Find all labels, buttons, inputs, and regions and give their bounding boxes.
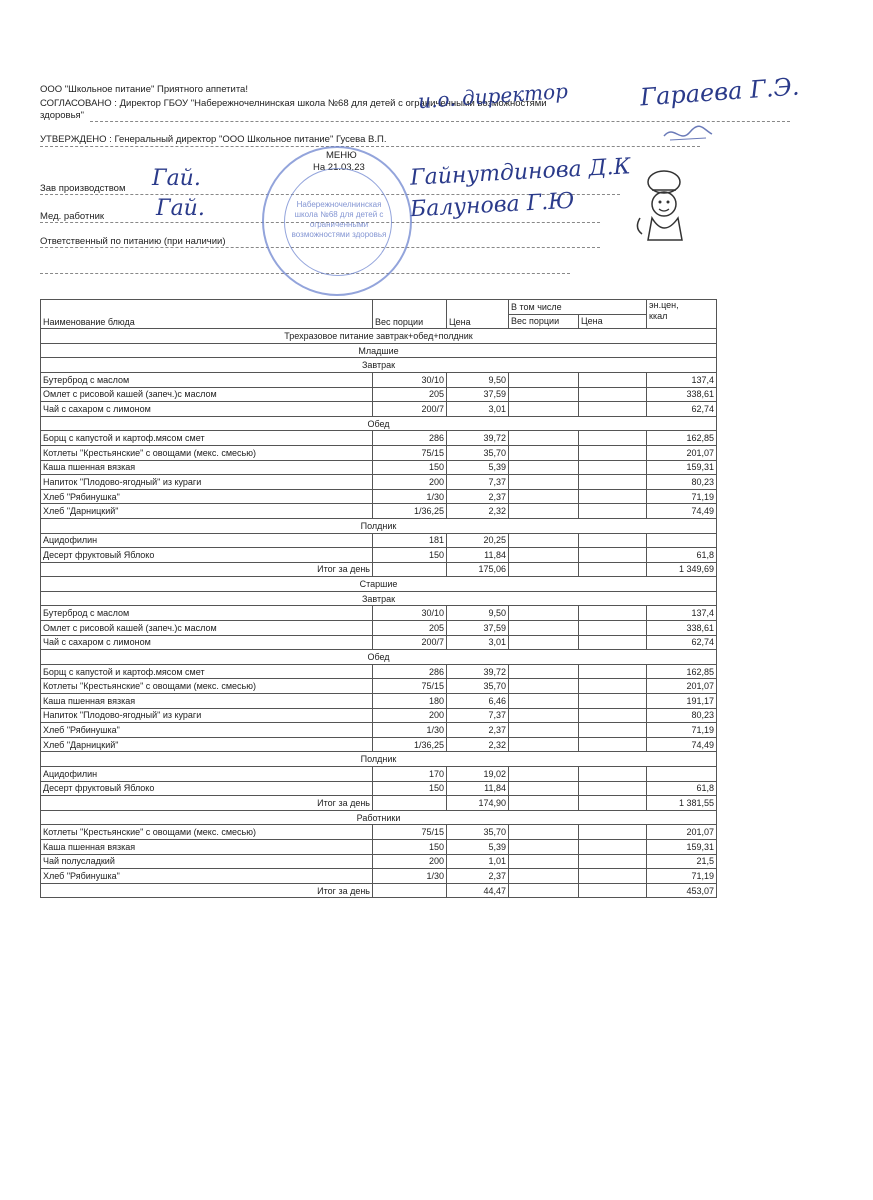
dish-energy: 61,8 (647, 548, 717, 563)
total-label: Итог за день (41, 883, 373, 898)
dish-sub-weight (509, 548, 579, 563)
dish-name: Хлеб "Рябинушка" (41, 489, 373, 504)
meal-title: Завтрак (41, 358, 717, 373)
dish-price: 7,37 (447, 475, 509, 490)
chef-logo-icon (628, 168, 698, 248)
dish-name: Котлеты "Крестьянские" с овощами (мекс. смесью) (41, 445, 373, 460)
dish-sub-weight (509, 839, 579, 854)
header-portion-weight: Вес порции (373, 300, 447, 329)
medical-worker-label: Мед. работник (40, 211, 105, 222)
total-sub-price (579, 796, 647, 811)
dish-energy: 74,49 (647, 504, 717, 519)
total-sub-price (579, 883, 647, 898)
meal-row (41, 518, 717, 533)
dish-sub-price (579, 548, 647, 563)
menu-table (40, 299, 717, 898)
dish-price: 37,59 (447, 387, 509, 402)
total-sub-weight (509, 796, 579, 811)
table-row (41, 504, 717, 519)
dish-sub-weight (509, 708, 579, 723)
approved-signature (660, 122, 716, 146)
dish-weight: 1/30 (373, 723, 447, 738)
dish-weight: 170 (373, 767, 447, 782)
header-sub-price: Цена (579, 314, 647, 329)
table-row (41, 445, 717, 460)
dish-energy: 62,74 (647, 402, 717, 417)
table-row (41, 694, 717, 709)
dish-weight: 75/15 (373, 825, 447, 840)
dish-weight: 180 (373, 694, 447, 709)
dish-price: 3,01 (447, 635, 509, 650)
total-price: 175,06 (447, 562, 509, 577)
header-energy-line-1: эн.цен, (649, 300, 679, 310)
dish-sub-weight (509, 606, 579, 621)
header-price: Цена (447, 300, 509, 329)
menu-title: МЕНЮ (326, 150, 357, 161)
dish-weight: 200 (373, 854, 447, 869)
dish-price: 39,72 (447, 431, 509, 446)
dish-energy: 62,74 (647, 635, 717, 650)
table-row (41, 431, 717, 446)
dish-name: Десерт фруктовый Яблоко (41, 781, 373, 796)
total-energy: 453,07 (647, 883, 717, 898)
dish-sub-price (579, 679, 647, 694)
dish-weight: 150 (373, 548, 447, 563)
dish-energy: 338,61 (647, 387, 717, 402)
dish-weight: 150 (373, 781, 447, 796)
total-energy: 1 381,55 (647, 796, 717, 811)
dish-price: 5,39 (447, 460, 509, 475)
dish-sub-price (579, 402, 647, 417)
dish-name: Хлеб "Дарницкий" (41, 504, 373, 519)
dish-energy: 162,85 (647, 664, 717, 679)
dish-sub-weight (509, 825, 579, 840)
meal-row (41, 416, 717, 431)
dish-sub-price (579, 445, 647, 460)
school-stamp-text: Набережночелнинская школа №68 для детей с ограниченными возможностями здоровья (291, 200, 387, 239)
dish-name: Хлеб "Дарницкий" (41, 737, 373, 752)
meal-row (41, 650, 717, 665)
dish-sub-price (579, 708, 647, 723)
total-weight (373, 562, 447, 577)
dish-weight: 200 (373, 708, 447, 723)
dish-sub-price (579, 460, 647, 475)
dish-price: 1,01 (447, 854, 509, 869)
dish-name: Борщ с капустой и картоф.мясом смет (41, 431, 373, 446)
dish-sub-weight (509, 372, 579, 387)
total-sub-weight (509, 883, 579, 898)
dish-energy: 201,07 (647, 445, 717, 460)
header-energy (647, 300, 717, 329)
dish-price: 2,37 (447, 869, 509, 884)
dish-name: Омлет с рисовой кашей (запеч.)с маслом (41, 387, 373, 402)
dish-price: 35,70 (447, 679, 509, 694)
dish-sub-weight (509, 445, 579, 460)
table-row (41, 402, 717, 417)
header-dish-name: Наименование блюда (41, 300, 373, 329)
dish-name: Напиток "Плодово-ягодный" из кураги (41, 708, 373, 723)
dish-sub-weight (509, 533, 579, 548)
dish-sub-weight (509, 781, 579, 796)
dish-name: Каша пшенная вязкая (41, 694, 373, 709)
dish-weight: 1/36,25 (373, 504, 447, 519)
table-row (41, 708, 717, 723)
dish-sub-price (579, 781, 647, 796)
group-title: Старшие (41, 577, 717, 592)
group-row (41, 343, 717, 358)
dish-name: Чай с сахаром с лимоном (41, 402, 373, 417)
table-row (41, 825, 717, 840)
agreed-line-1: СОГЛАСОВАНО : Директор ГБОУ "Набережночелнинская школа №68 для детей с ограниченными возможностями (40, 98, 547, 109)
table-row (41, 606, 717, 621)
dish-sub-weight (509, 431, 579, 446)
dish-sub-weight (509, 387, 579, 402)
dish-weight: 75/15 (373, 679, 447, 694)
dish-energy (647, 767, 717, 782)
dish-energy (647, 533, 717, 548)
total-label: Итог за день (41, 796, 373, 811)
nutrition-responsible-label: Ответственный по питанию (при наличии) (40, 236, 226, 247)
dish-price: 19,02 (447, 767, 509, 782)
dish-sub-weight (509, 635, 579, 650)
handwritten-medical-name: Балунова Г.Ю (409, 188, 576, 223)
dish-name: Котлеты "Крестьянские" с овощами (мекс. смесью) (41, 825, 373, 840)
dish-energy: 71,19 (647, 489, 717, 504)
dish-energy: 71,19 (647, 869, 717, 884)
meal-title: Завтрак (41, 591, 717, 606)
dish-energy: 74,49 (647, 737, 717, 752)
plan-row (41, 329, 717, 344)
dish-sub-price (579, 504, 647, 519)
dish-sub-price (579, 839, 647, 854)
dish-price: 9,50 (447, 372, 509, 387)
table-row (41, 679, 717, 694)
dish-sub-price (579, 372, 647, 387)
dish-sub-price (579, 723, 647, 738)
dish-weight: 75/15 (373, 445, 447, 460)
table-row (41, 548, 717, 563)
dish-energy: 137,4 (647, 372, 717, 387)
dish-weight: 200 (373, 475, 447, 490)
dish-name: Ацидофилин (41, 533, 373, 548)
dish-sub-price (579, 635, 647, 650)
dish-price: 2,37 (447, 723, 509, 738)
dish-sub-price (579, 606, 647, 621)
dish-weight: 150 (373, 839, 447, 854)
table-row (41, 621, 717, 636)
dish-sub-weight (509, 694, 579, 709)
table-row (41, 869, 717, 884)
dish-sub-price (579, 431, 647, 446)
dish-weight: 205 (373, 387, 447, 402)
dish-energy: 201,07 (647, 825, 717, 840)
dish-price: 11,84 (447, 781, 509, 796)
table-row (41, 372, 717, 387)
dish-name: Чай с сахаром с лимоном (41, 635, 373, 650)
total-sub-weight (509, 562, 579, 577)
dish-sub-weight (509, 679, 579, 694)
table-row (41, 737, 717, 752)
dish-name: Десерт фруктовый Яблоко (41, 548, 373, 563)
table-row (41, 533, 717, 548)
dish-energy: 162,85 (647, 431, 717, 446)
dish-weight: 1/30 (373, 489, 447, 504)
total-weight (373, 796, 447, 811)
dish-name: Омлет с рисовой кашей (запеч.)с маслом (41, 621, 373, 636)
dish-sub-price (579, 869, 647, 884)
dish-weight: 200/7 (373, 402, 447, 417)
dish-sub-price (579, 533, 647, 548)
total-price: 44,47 (447, 883, 509, 898)
dish-sub-weight (509, 475, 579, 490)
head-of-production-label: Зав производством (40, 183, 126, 194)
dish-sub-price (579, 475, 647, 490)
dish-price: 9,50 (447, 606, 509, 621)
dish-sub-price (579, 387, 647, 402)
group-title: Работники (41, 810, 717, 825)
dish-name: Борщ с капустой и картоф.мясом смет (41, 664, 373, 679)
dish-price: 3,01 (447, 402, 509, 417)
dish-price: 20,25 (447, 533, 509, 548)
table-row (41, 664, 717, 679)
dish-sub-weight (509, 621, 579, 636)
dish-price: 2,32 (447, 504, 509, 519)
dish-energy: 80,23 (647, 708, 717, 723)
handwritten-production-sign-2: Гай. (156, 196, 205, 221)
dish-energy: 80,23 (647, 475, 717, 490)
dish-price: 35,70 (447, 445, 509, 460)
meal-title: Полдник (41, 752, 717, 767)
dish-price: 2,32 (447, 737, 509, 752)
handwritten-director-note: и.о. директор (417, 78, 569, 114)
plan-title: Трехразовое питание завтрак+обед+полдник (41, 329, 717, 344)
dish-energy: 159,31 (647, 839, 717, 854)
dish-name: Каша пшенная вязкая (41, 839, 373, 854)
dish-name: Хлеб "Рябинушка" (41, 723, 373, 738)
dish-price: 7,37 (447, 708, 509, 723)
dish-price: 35,70 (447, 825, 509, 840)
dish-energy: 201,07 (647, 679, 717, 694)
total-row (41, 883, 717, 898)
dish-sub-price (579, 664, 647, 679)
group-title: Младшие (41, 343, 717, 358)
dish-energy: 338,61 (647, 621, 717, 636)
dish-name: Каша пшенная вязкая (41, 460, 373, 475)
table-row (41, 854, 717, 869)
meal-title: Полдник (41, 518, 717, 533)
dish-sub-weight (509, 767, 579, 782)
dish-weight: 30/10 (373, 606, 447, 621)
table-row (41, 781, 717, 796)
dish-name: Бутерброд с маслом (41, 606, 373, 621)
dish-weight: 181 (373, 533, 447, 548)
dish-price: 11,84 (447, 548, 509, 563)
total-row (41, 796, 717, 811)
menu-date: На 21.03.23 (313, 162, 365, 173)
group-row (41, 577, 717, 592)
dish-weight: 205 (373, 621, 447, 636)
table-row (41, 839, 717, 854)
dish-name: Напиток "Плодово-ягодный" из кураги (41, 475, 373, 490)
table-row (41, 489, 717, 504)
total-weight (373, 883, 447, 898)
dish-sub-weight (509, 854, 579, 869)
dish-energy: 71,19 (647, 723, 717, 738)
handwritten-production-sign-1: Гай. (152, 166, 201, 191)
dish-name: Чай полусладкий (41, 854, 373, 869)
dish-energy: 159,31 (647, 460, 717, 475)
dish-sub-weight (509, 723, 579, 738)
meal-row (41, 591, 717, 606)
dish-sub-weight (509, 504, 579, 519)
dish-name: Ацидофилин (41, 767, 373, 782)
dish-weight: 30/10 (373, 372, 447, 387)
total-sub-price (579, 562, 647, 577)
group-row (41, 810, 717, 825)
company-line: ООО "Школьное питание" Приятного аппетита! (40, 84, 248, 95)
table-row (41, 460, 717, 475)
dish-sub-weight (509, 869, 579, 884)
total-row (41, 562, 717, 577)
table-row (41, 635, 717, 650)
dish-weight: 286 (373, 664, 447, 679)
dish-sub-weight (509, 489, 579, 504)
menu-table-body (41, 300, 717, 898)
dish-energy: 21,5 (647, 854, 717, 869)
header-including: В том числе (509, 300, 647, 315)
header-sub-portion-weight: Вес порции (509, 314, 579, 329)
dish-sub-price (579, 737, 647, 752)
dish-sub-price (579, 694, 647, 709)
handwritten-production-name: Гайнутдинова Д.К (409, 154, 632, 191)
table-row (41, 475, 717, 490)
dish-energy: 137,4 (647, 606, 717, 621)
meal-title: Обед (41, 416, 717, 431)
dish-price: 39,72 (447, 664, 509, 679)
dish-name: Котлеты "Крестьянские" с овощами (мекс. смесью) (41, 679, 373, 694)
dish-weight: 1/36,25 (373, 737, 447, 752)
table-row (41, 723, 717, 738)
dish-price: 2,37 (447, 489, 509, 504)
meal-row (41, 752, 717, 767)
total-price: 174,90 (447, 796, 509, 811)
meal-row (41, 358, 717, 373)
dish-sub-weight (509, 402, 579, 417)
table-row (41, 767, 717, 782)
total-energy: 1 349,69 (647, 562, 717, 577)
dish-name: Бутерброд с маслом (41, 372, 373, 387)
dish-price: 37,59 (447, 621, 509, 636)
dish-name: Хлеб "Рябинушка" (41, 869, 373, 884)
dish-price: 5,39 (447, 839, 509, 854)
dish-weight: 150 (373, 460, 447, 475)
agreed-line-2: здоровья" (40, 110, 85, 121)
approved-signature-line (40, 146, 700, 147)
handwritten-director-name: Гараева Г.Э. (639, 72, 801, 112)
dish-energy: 61,8 (647, 781, 717, 796)
dish-energy: 191,17 (647, 694, 717, 709)
meal-title: Обед (41, 650, 717, 665)
dish-sub-price (579, 825, 647, 840)
header-energy-line-2: ккал (649, 311, 668, 321)
total-label: Итог за день (41, 562, 373, 577)
dish-sub-price (579, 767, 647, 782)
dish-weight: 286 (373, 431, 447, 446)
dish-sub-price (579, 854, 647, 869)
approved-line: УТВЕРЖДЕНО : Генеральный директор "ООО Школьное питание" Гусева В.П. (40, 134, 387, 145)
dish-price: 6,46 (447, 694, 509, 709)
dish-weight: 200/7 (373, 635, 447, 650)
dish-weight: 1/30 (373, 869, 447, 884)
dish-sub-price (579, 489, 647, 504)
dish-sub-weight (509, 664, 579, 679)
table-row (41, 387, 717, 402)
dish-sub-weight (509, 737, 579, 752)
table-header-row (41, 300, 717, 315)
dish-sub-price (579, 621, 647, 636)
school-stamp (262, 146, 412, 296)
dish-sub-weight (509, 460, 579, 475)
